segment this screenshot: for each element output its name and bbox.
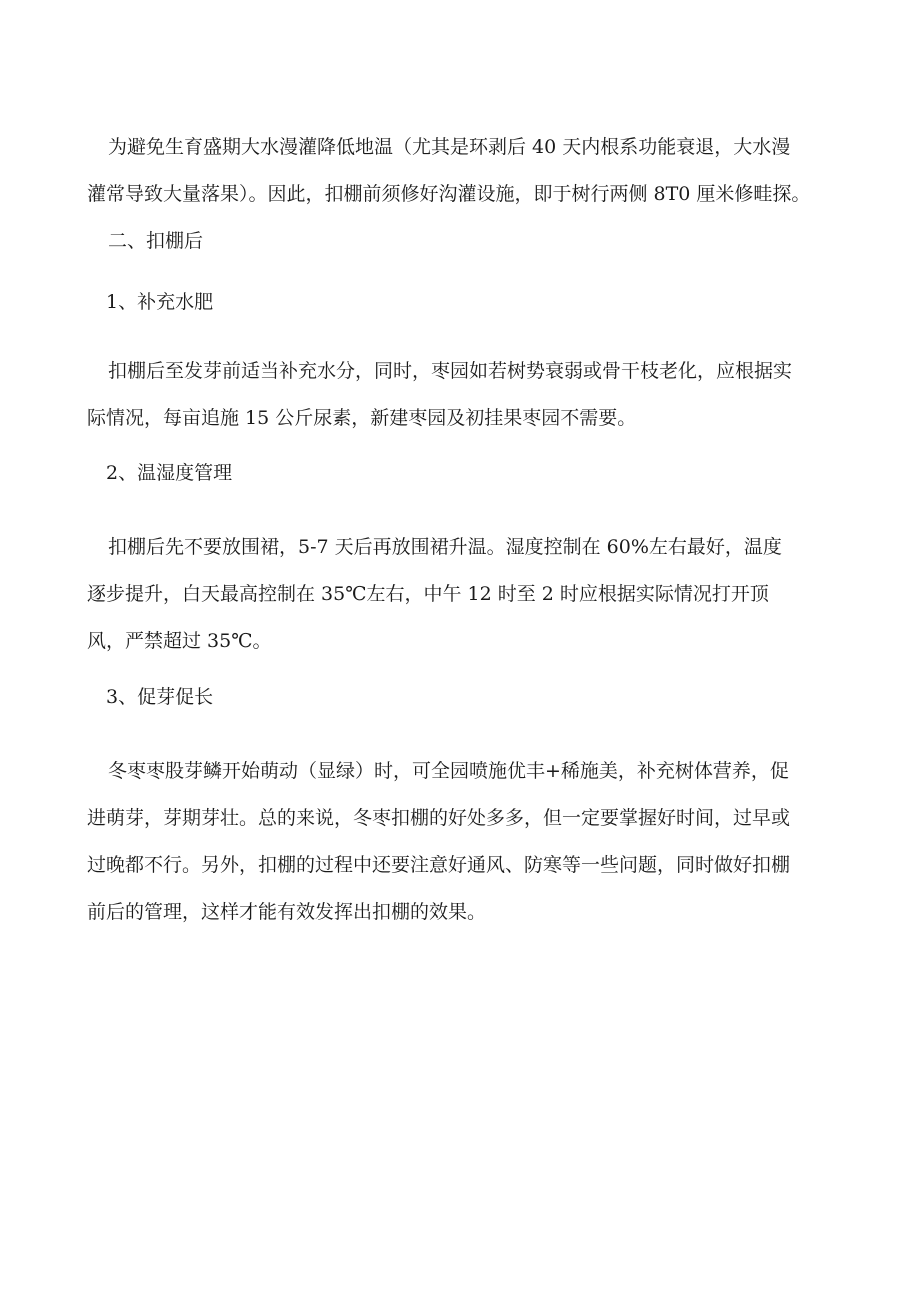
subheading-water-fertilizer: 1、补充水肥: [106, 291, 214, 313]
paragraph-line: 灌常导致大量落果）。因此，扣棚前须修好沟灌设施，即于树行两侧 8T0 厘米修畦探。: [87, 183, 811, 205]
section-heading-after-shed: 二、扣棚后: [108, 230, 204, 252]
subheading-temperature-humidity: 2、温湿度管理: [106, 462, 233, 484]
paragraph-line: 为避免生育盛期大水漫灌降低地温（尤其是环剥后 40 天内根系功能衰退，大水漫: [108, 136, 791, 158]
subheading-bud-growth: 3、促芽促长: [106, 686, 214, 708]
paragraph-line: 冬枣枣股芽鳞开始萌动（显绿）时，可全园喷施优丰+稀施美，补充树体营养，促: [108, 760, 789, 782]
paragraph-line: 前后的管理，这样才能有效发挥出扣棚的效果。: [87, 901, 487, 923]
paragraph-line: 际情况，每亩追施 15 公斤尿素，新建枣园及初挂果枣园不需要。: [87, 407, 637, 429]
paragraph-line: 逐步提升，白天最高控制在 35℃左右，中午 12 时至 2 时应根据实际情况打开顶: [87, 583, 769, 605]
paragraph-line: 风，严禁超过 35℃。: [87, 630, 272, 652]
paragraph-line: 过晚都不行。另外，扣棚的过程中还要注意好通风、防寒等一些问题，同时做好扣棚: [87, 854, 791, 876]
paragraph-line: 扣棚后先不要放围裙，5-7 天后再放围裙升温。湿度控制在 60%左右最好，温度: [108, 536, 782, 558]
paragraph-line: 扣棚后至发芽前适当补充水分，同时，枣园如若树势衰弱或骨干枝老化，应根据实: [108, 360, 793, 382]
paragraph-line: 进萌芽，芽期芽壮。总的来说，冬枣扣棚的好处多多，但一定要掌握好时间，过早或: [87, 807, 791, 829]
